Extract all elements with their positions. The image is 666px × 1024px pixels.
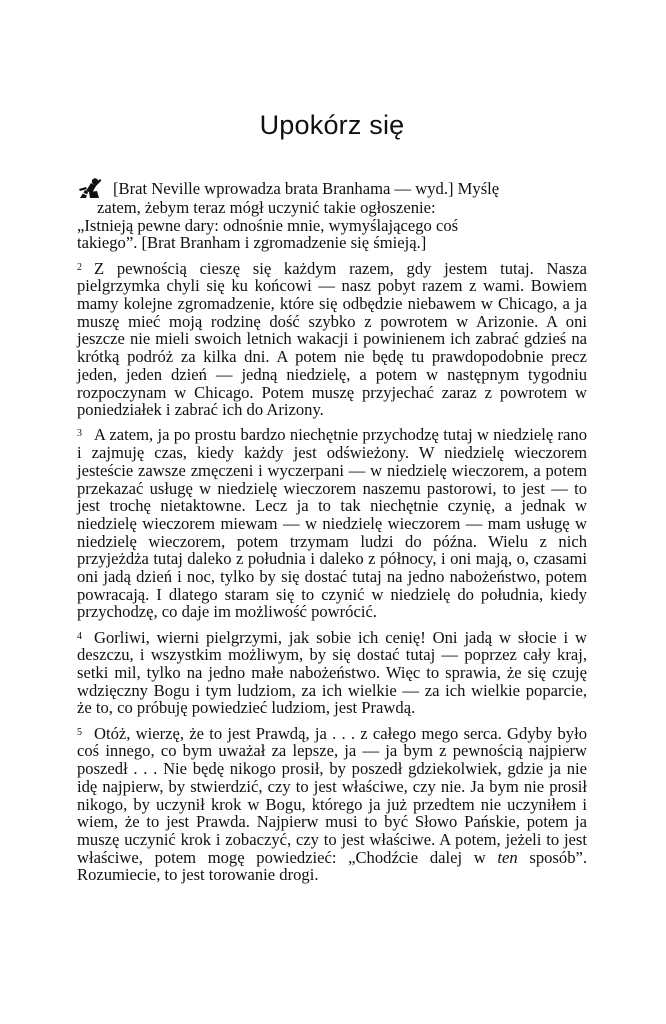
paragraph-text: A zatem, ja po prostu bardzo niechętnie przychodzę tutaj w niedzielę rano i zajmuję czas, kiedy każdy jest odświeżony. W niedzielę wieczorem jesteście zawsze zmęczeni i wyczerpani — w niedzielę wieczorem, a potem przekazać usługę w niedzielę wieczorem naszemu pastorowi, to jest — to jest trochę nietaktowne. Lecz ja to tak niechętnie czynię, a jednak w niedzielę wieczorem miewam — w niedzielę wieczorem — mam usługę w niedzielę wieczorem, potem trzymam ludzi do późna. Wielu z nich przyjeżdża tutaj daleko z południa i daleko z północy, i oni mają, o, czasami oni jadą dzień i noc, tylko by się dostać tutaj na jedno nabożeństwo, potem powracają. I dlatego staram się to czynić w niedzielę do południa, kiedy przychodzę, co daje im możliwość powrócić. (77, 425, 587, 622)
paragraph-3 (77, 426, 587, 621)
paragraph-number: 3 (77, 428, 82, 440)
paragraph-number: 4 (77, 630, 82, 642)
document-page (77, 0, 587, 884)
paragraph-number: 5 (77, 726, 82, 738)
paragraph-1 (77, 177, 587, 252)
paragraph-line: „Istnieją pewne dary: odnośnie mnie, wymyślającego coś (77, 215, 459, 235)
paragraph-2 (77, 260, 587, 419)
paragraph-5 (77, 725, 587, 884)
paragraph-text: sposób”. Rozumiecie, to jest torowanie drogi. (77, 847, 587, 885)
paragraph-text: Gorliwi, wierni pielgrzymi, jak sobie ich cenię! Oni jadą w słocie i w deszczu, i wszystkim możliwym, by się dostać tutaj — poprzez cały kraj, setki mil, tylko na jedno małe nabożeństwo. Więc to sprawia, że się czuję wdzięczny Bogu i tym ludziom, za ich wielkie — za ich wielkie poparcie, że to, co próbuję powiedzieć ludziom, jest Prawdą. (77, 627, 587, 718)
page-title: Upokórz się (259, 110, 405, 140)
paragraph-4 (77, 629, 587, 718)
paragraph-line: [Brat Neville wprowadza brata Branhama — wyd.] Myślę (113, 179, 500, 198)
paragraph-line: takiego”. [Brat Branham i zgromadzenie się śmieją.] (77, 233, 427, 253)
pulpit-speaker-icon (77, 177, 103, 199)
document-body (77, 177, 587, 884)
paragraph-text: Otóż, wierzę, że to jest Prawdą, ja . . . z całego mego serca. Gdyby było coś innego, co bym uważał za lepsze, ja — ja bym z pewnością najpierw poszedł . . . Nie będę nikogo prosił, by poszedł gdziekolwiek, gdzie ja nie idę najpierw, by stwierdzić, czy to jest właściwe, czy nie. Ja bym nie prosił nikogo, by uczynił krok w Bogu, którego ja już przedtem nie uczyniłem i wiem, że to jest Prawda. Najpierw musi to być Słowo Pańskie, potem ja muszę uczynić krok i zobaczyć, czy to jest właściwe. A potem, jeżeli to jest właściwe, potem mogę powiedzieć: „Chodźcie dalej w (77, 723, 587, 867)
paragraph-line: zatem, żebym teraz mógł uczynić takie ogłoszenie: (97, 198, 436, 217)
paragraph-number: 2 (77, 261, 82, 273)
paragraph-text: Z pewnością cieszę się każdym razem, gdy jestem tutaj. Nasza pielgrzymka chyli się ku końcowi — nasz pobyt razem z wami. Bowiem mamy kolejne zgromadzenie, które się odbędzie niebawem w Chicago, a ja muszę mieć moją rodzinę dość szybko z powrotem w Arizonie. A oni jeszcze nie mieli swoich letnich wakacji i powinienem ich zabrać gdzieś na krótką podróż za kilka dni. A potem nie będę tu prawdopodobnie precz jeden, jeden dzień — jedną niedzielę, a potem w następnym tygodniu rozpoczynam w Chicago. Potem muszę przyjechać zaraz z powrotem w poniedziałek i zabrać ich do Arizony. (77, 258, 587, 420)
paragraph-emphasis: ten (497, 847, 518, 867)
